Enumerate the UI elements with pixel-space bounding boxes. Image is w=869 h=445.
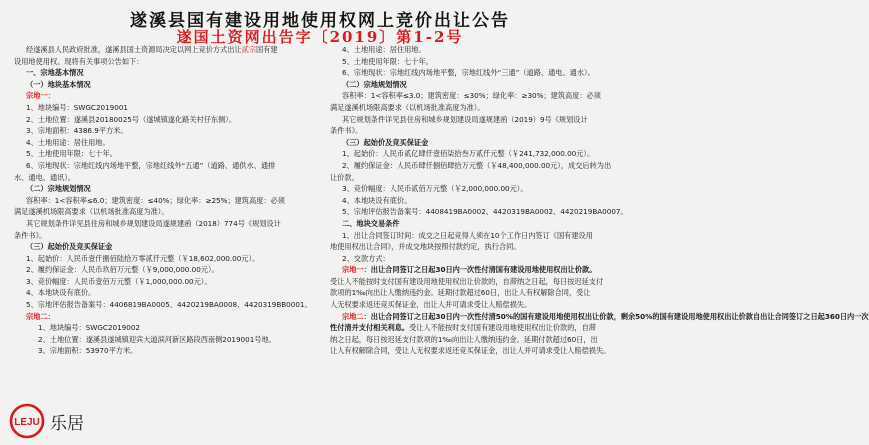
plot-label: 宗地一： (342, 265, 371, 275)
subsection-heading: （二）宗地规划情况 (342, 79, 407, 89)
intro-text: 经遂溪县人民政府批准，遂溪县国土资源局决定以网上竞价方式出让 (26, 45, 242, 54)
text-line: 满足遂溪机场限高要求（以机场批准高度为准）。 (14, 207, 169, 217)
text-line: 6、宗地现状：宗地红线内场地平整，宗地红线外“三通”（道路、通电、通水）。 (342, 68, 595, 78)
text-line: 4、土地用途：居住用地。 (26, 137, 110, 147)
payment-plot-2-cont (330, 322, 630, 334)
text-line: 5、宗地评估报告备案号：4406819BA0005、4420219BA0008、4420319BB0001。 (26, 300, 312, 310)
plot-label: 宗地二： (342, 311, 371, 321)
text-line: 2、土地位置：遂溪县20180025号（遂城镇遂化路关村仔东侧）。 (26, 114, 237, 124)
subsection-heading: （二）宗地规划情况 (26, 184, 91, 194)
text-line: 地使用权出让合同》，并成交地块按照付款约定，执行合同。 (330, 242, 521, 252)
text-line: 让价款。 (330, 172, 359, 182)
page-title: 遂溪县国有建设用地使用权网上竞价出让公告 (130, 11, 510, 31)
text-line: 款项的1‰向出让人缴纳违约金。延期付款超过60日，出让人有权解除合同，受让 (330, 288, 591, 298)
section-heading: 二、地块交易条件 (342, 218, 400, 228)
left-column (14, 44, 314, 357)
right-column (330, 44, 869, 357)
text-line: 2、交款方式： (342, 253, 390, 263)
text-span: 受让人不能按时支付国有建设用地使用权出让价款的，自滞 (409, 323, 596, 333)
text-line: 5、土地使用年限：七十年。 (342, 56, 433, 66)
text-line: 其它规划条件详见县住房和城乡规划建设局遂规建函（2018）774号《规划设计 (26, 218, 281, 228)
text-line: 条件书》。 (14, 230, 47, 240)
plot-label: 宗地一： (26, 91, 55, 101)
intro-text-end: 国有建 (256, 45, 278, 54)
payment-terms-bold: 性付清并支付相关利息。 (330, 323, 410, 333)
intro-red-text: 贰宗 (241, 45, 257, 54)
payment-plot-2 (330, 311, 869, 323)
text-line: 1、地块编号：SWGC2019001 (26, 102, 128, 112)
subsection-heading: （三）起始价及竞买保证金 (342, 137, 429, 147)
text-line: 3、宗地面积：4386.9平方米。 (26, 126, 128, 136)
text-line: 容积率：1<容积率≤6.0；建筑密度：≤40%；绿化率：≥25%；建筑高度：必须 (26, 195, 285, 205)
text-line: 2、土地位置：遂溪县遂城镇迎宾大道滨河新区路段西南侧2019001号地。 (38, 334, 276, 344)
text-line: 5、宗地评估报告备案号：4408419BA0002、4420319BA0002、4420219BA0007。 (342, 207, 628, 217)
text-line: 受让人不能按时支付国有建设用地使用权出让价款的，自滞纳之日起，每日按迟延支付 (330, 276, 604, 286)
text-line: 水、通电、通讯）。 (14, 172, 76, 182)
text-line: 6、宗地现状：宗地红线内场地平整，宗地红线外“五通”（道路、通供水、通排 (26, 160, 276, 170)
text-line: 1、起始价：人民币壹仟捌佰陆拾万零贰仟元整（￥18,602,000.00元）。 (26, 253, 260, 263)
text-line: 2、履约保证金：人民币肆仟捌佰肆拾万元整（￥48,400,000.00元），成交后转为出 (342, 160, 612, 170)
payment-terms-bold: 出让合同签订之日起30日内一次性付清50%的国有建设用地使用权出让价款，剩余50%的国有建设用地使用权出让价款自出让合同签订之日起360日内一次 (370, 311, 869, 321)
text-line: 容积率：1<容积率≤3.0；建筑密度：≤30%；绿化率：≥30%；建筑高度：必须 (342, 91, 601, 101)
text-line: 条件书》。 (330, 126, 363, 136)
text-line: 2、履约保证金：人民币玖佰万元整（￥9,000,000.00元）。 (26, 265, 219, 275)
text-line: 4、本地块设有底价。 (26, 288, 96, 298)
text-line: 1、地块编号：SWGC2019002 (38, 323, 140, 333)
section-heading: 一、宗地基本情况 (26, 68, 84, 78)
subsection-heading: （一）地块基本情况 (26, 79, 91, 89)
text-line: 人无权要求返还竞买保证金，出让人并可请求受让人赔偿损失。 (330, 300, 532, 310)
logo-cn: 乐居 (50, 414, 84, 434)
text-line: 让人有权解除合同，受让人无权要求返还竞买保证金，出让人并可请求受让人赔偿损失。 (330, 346, 611, 356)
text-line: 3、竞价幅度：人民币壹佰万元整（￥1,000,000.00元）。 (26, 276, 212, 286)
text-line: 4、本地块设有底价。 (342, 195, 412, 205)
leju-logo (8, 402, 128, 440)
text-line: 1、出让合同签订时间：成交之日起竞得人须在10个工作日内签订《国有建设用 (342, 230, 593, 240)
text-line: 5、土地使用年限：七十年。 (26, 149, 117, 159)
plot-label: 宗地二： (26, 311, 55, 321)
intro-line-1 (14, 44, 314, 56)
text-line: 3、宗地面积：53970平方米。 (38, 346, 138, 356)
text-line: 1、起始价：人民币贰亿肆仟壹佰柒拾叁万贰仟元整（￥241,732,000.00元）。 (342, 149, 595, 159)
payment-terms-bold: 出让合同签订之日起30日内一次性付清国有建设用地使用权出让价款。 (370, 265, 597, 275)
page-subtitle: 遂国土资网出告字〔2019〕第1-2号 (176, 28, 464, 46)
payment-plot-1 (330, 264, 630, 276)
text-line: 满足遂溪机场限高要求（以机场批准高度为准）。 (330, 102, 485, 112)
logo-brand: LEJU (14, 417, 40, 428)
text-line: 纳之日起，每日按迟延支付款项的1‰向出让人缴纳违约金。延期付款超过60日，出 (330, 334, 598, 344)
subsection-heading: （三）起始价及竞买保证金 (26, 242, 113, 252)
text-line: 其它规划条件详见县住房和城乡规划建设局遂规建函（2019）9号《规划设计 (342, 114, 588, 124)
text-line: 3、竞价幅度：人民币贰佰万元整（￥2,000,000.00元）。 (342, 184, 528, 194)
intro-line-2: 设用地使用权。现将有关事项公告如下： (14, 56, 144, 66)
text-line: 4、土地用途：居住用地。 (342, 45, 426, 54)
